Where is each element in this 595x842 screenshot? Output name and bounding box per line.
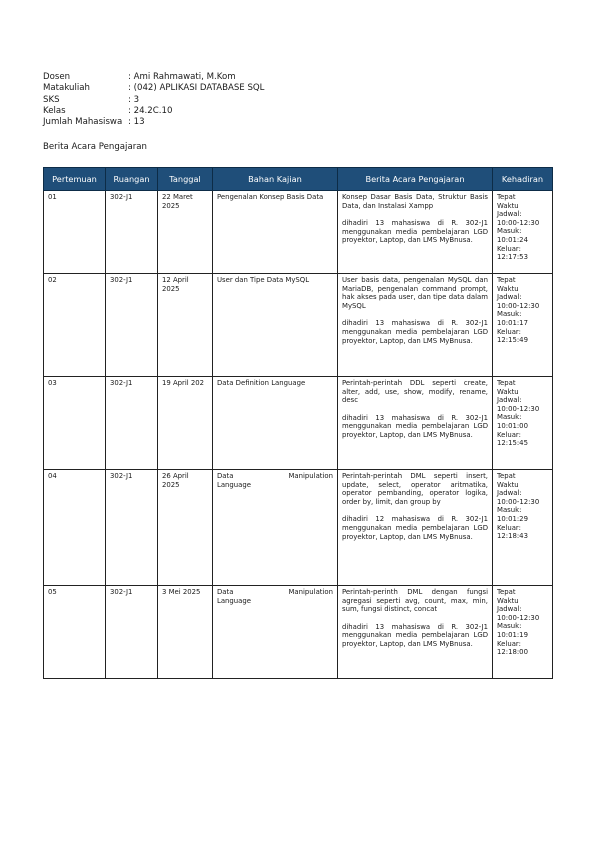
attendance-note: dihadiri 13 mahasiswa di R. 302-J1 menggunakan media pembelajaran LGD proyektor, Laptop, dan LMS MyBnusa. [342,219,488,245]
cell-pertemuan: 01 [44,191,106,274]
attendance-note: dihadiri 13 mahasiswa di R. 302-J1 menggunakan media pembelajaran LGD proyektor, Laptop, dan LMS MyBnusa. [342,622,488,648]
cell-bahan-kajian: Data Definition Language [213,377,338,470]
cell-pertemuan: 04 [44,470,106,586]
kehadiran-line: 12:18:43 [497,532,528,541]
kehadiran-line: Tepat [497,379,516,387]
kehadiran-line: Waktu [497,387,519,396]
cell-kehadiran [493,274,553,377]
berita-text: Perintah-perintah DML seperti insert, update, select, operator aritmatika, operator pembanding, operator logika, order by, limit, dan group by [342,472,488,506]
table-row [44,191,553,274]
cell-pertemuan: 03 [44,377,106,470]
kehadiran-line: 10:00-12:30 [497,404,540,413]
kehadiran-line: Keluar: [497,327,521,336]
cell-berita-acara [338,377,493,470]
kehadiran-line: Keluar: [497,244,521,253]
kehadiran-line: Masuk: [497,310,522,319]
info-label: Jumlah Mahasiswa [43,117,123,128]
header-berita-acara: Berita Acara Pengajaran [338,168,493,191]
kehadiran-line: Tepat [497,276,516,284]
kehadiran-line: Waktu [497,201,519,210]
cell-berita-acara [338,586,493,679]
table-header-row [44,168,553,191]
berita-text: Perintah-perinth DML dengan fungsi agregasi seperti avg, count, max, min, sum, fungsi distinct, concat [342,588,488,614]
kehadiran-line: Tepat [497,193,516,201]
header-ruangan: Ruangan [106,168,158,191]
info-label: Dosen [43,72,71,82]
cell-bahan-kajian [213,586,338,679]
kehadiran-line: 12:18:00 [497,648,528,657]
info-row-sks [43,95,264,106]
kehadiran-line: 12:15:45 [497,439,528,448]
info-row-dosen [43,72,264,83]
info-value: : 24.2C.10 [128,105,173,116]
kehadiran-line: Waktu [497,596,519,605]
kehadiran-line: Jadwal: [497,605,522,614]
course-info [43,72,264,128]
cell-ruangan: 302-J1 [106,586,158,679]
cell-kehadiran [493,191,553,274]
cell-bahan-kajian: Pengenalan Konsep Basis Data [213,191,338,274]
section-title: Berita Acara Pengajaran [43,142,147,152]
bahan-word: Data [217,472,234,480]
info-value: : 3 [128,94,140,105]
kehadiran-line: Keluar: [497,523,521,532]
kehadiran-line: Jadwal: [497,489,522,498]
kehadiran-line: Masuk: [497,622,522,631]
cell-bahan-kajian [213,470,338,586]
cell-tanggal: 26 April 2025 [158,470,213,586]
cell-berita-acara [338,274,493,377]
table-row [44,377,553,470]
cell-pertemuan: 02 [44,274,106,377]
bahan-word: Manipulation [288,472,333,480]
info-label: SKS [43,94,60,105]
info-row-jumlah [43,117,264,128]
kehadiran-line: Tepat [497,472,516,480]
kehadiran-line: Jadwal: [497,293,522,302]
bahan-second-line: Language [217,596,252,605]
kehadiran-line: Tepat [497,588,516,596]
bahan-second-line: Language [217,480,252,489]
attendance-note: dihadiri 12 mahasiswa di R. 302-J1 menggunakan media pembelajaran LGD proyektor, Laptop, dan LMS MyBnusa. [342,515,488,541]
kehadiran-line: Masuk: [497,413,522,422]
berita-text: User basis data, pengenalan MySQL dan MariaDB, pengenalan command prompt, hak akses pada user, dan tipe data dalam MySQL [342,276,488,310]
berita-text: Konsep Dasar Basis Data, Struktur Basis Data, dan Instalasi Xampp [342,193,488,210]
kehadiran-line: 10:01:00 [497,421,528,430]
kehadiran-line: 10:00-12:30 [497,497,540,506]
bahan-first-line [217,588,333,597]
info-row-kelas [43,106,264,117]
attendance-table [43,167,553,679]
cell-berita-acara [338,470,493,586]
cell-kehadiran [493,586,553,679]
attendance-note: dihadiri 13 mahasiswa di R. 302-J1 menggunakan media pembelajaran LGD proyektor, Laptop, dan LMS MyBnusa. [342,413,488,439]
table-row [44,470,553,586]
cell-pertemuan: 05 [44,586,106,679]
kehadiran-line: Waktu [497,284,519,293]
kehadiran-line: 10:01:19 [497,630,528,639]
cell-kehadiran [493,470,553,586]
bahan-word: Manipulation [288,588,333,596]
kehadiran-line: Jadwal: [497,396,522,405]
kehadiran-line: 10:00-12:30 [497,218,540,227]
cell-tanggal: 19 April 202 [158,377,213,470]
table-row [44,274,553,377]
cell-ruangan: 302-J1 [106,274,158,377]
cell-ruangan: 302-J1 [106,470,158,586]
cell-ruangan: 302-J1 [106,191,158,274]
cell-tanggal: 22 Maret 2025 [158,191,213,274]
kehadiran-line: Masuk: [497,506,522,515]
info-value: : Ami Rahmawati, M.Kom [128,72,236,82]
table-row [44,586,553,679]
info-label: Matakuliah [43,83,90,94]
cell-bahan-kajian: User dan Tipe Data MySQL [213,274,338,377]
berita-text: Perintah-perintah DDL seperti create, alter, add, use, show, modify, rename, desc [342,379,488,405]
kehadiran-line: 10:00-12:30 [497,613,540,622]
kehadiran-line: Waktu [497,480,519,489]
header-tanggal: Tanggal [158,168,213,191]
kehadiran-line: 12:15:49 [497,336,528,345]
info-value: : 13 [128,117,145,128]
info-label: Kelas [43,105,66,116]
kehadiran-line: Masuk: [497,227,522,236]
kehadiran-line: Keluar: [497,639,521,648]
header-bahan-kajian: Bahan Kajian [213,168,338,191]
header-kehadiran: Kehadiran [493,168,553,191]
cell-tanggal: 3 Mei 2025 [158,586,213,679]
info-row-matakuliah [43,83,264,94]
kehadiran-line: 10:01:17 [497,318,528,327]
cell-berita-acara [338,191,493,274]
cell-tanggal: 12 April 2025 [158,274,213,377]
kehadiran-line: 10:01:24 [497,235,528,244]
cell-kehadiran [493,377,553,470]
info-value: : (042) APLIKASI DATABASE SQL [128,83,265,94]
bahan-word: Data [217,588,234,596]
kehadiran-line: Keluar: [497,430,521,439]
header-pertemuan: Pertemuan [44,168,106,191]
kehadiran-line: 10:01:29 [497,514,528,523]
cell-ruangan: 302-J1 [106,377,158,470]
kehadiran-line: Jadwal: [497,210,522,219]
kehadiran-line: 12:17:53 [497,253,528,262]
bahan-first-line [217,472,333,481]
attendance-note: dihadiri 13 mahasiswa di R. 302-J1 menggunakan media pembelajaran LGD proyektor, Laptop, dan LMS MyBnusa. [342,319,488,345]
kehadiran-line: 10:00-12:30 [497,301,540,310]
